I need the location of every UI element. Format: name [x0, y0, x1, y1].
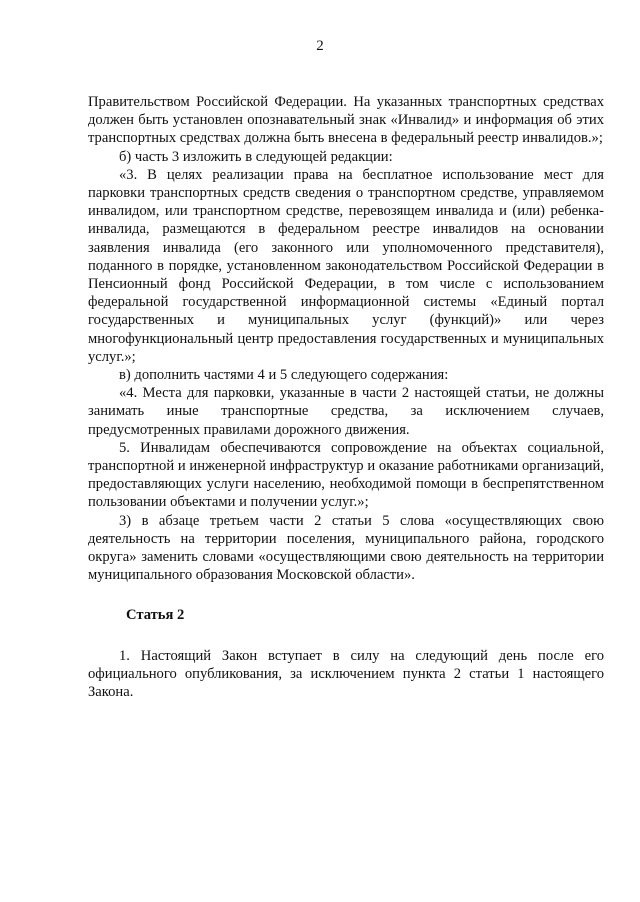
article-2-paragraph-1: 1. Настоящий Закон вступает в силу на следующий день после его официального опубликования, за исключением пункта 2 статьи 1 настоящего Закона.: [88, 647, 604, 701]
page-number: 2: [316, 38, 324, 54]
paragraph-part-4: «4. Места для парковки, указанные в части 2 настоящей статьи, не должны занимать иные транспортные средства, за исключением случаев, предусмотренных правилами дорожного движения.: [88, 385, 604, 438]
paragraph-item-3: 3) в абзаце третьем части 2 статьи 5 слова «осуществляющих свою деятельность на территории поселения, муниципального района, городского округа» заменить словами «осуществляющими свою деятельность на территории муниципального образования Московской области».: [88, 512, 604, 584]
document-body: [88, 93, 604, 701]
paragraph-item-b: б) часть 3 изложить в следующей редакции:: [119, 148, 393, 165]
paragraph-part-3: «3. В целях реализации права на бесплатное использование мест для парковки транспортных средств сведения о транспортном средстве, управляемом инвалидом, или транспортном средстве, перевозящем инвалида и (или) ребенка-инвалида, размещаются в федеральном реестре инвалидов на основании заявления инвалида (его законного или уполномоченного представителя), поданного в порядке, установленном законодательством Российской Федерации в Пенсионный фонд Российской Федерации, в том числе с использованием федеральной государственной информационной системы «Единый портал государственных и муниципальных услуг (функций)» или через многофункциональный центр предоставления государственных и муниципальных услуг.»;: [88, 166, 604, 365]
article-heading: Статья 2: [126, 607, 185, 624]
spacer: [88, 584, 604, 606]
paragraph-continuation: Правительством Российской Федерации. На указанных транспортных средствах должен быть установлен опознавательный знак «Инвалид» и информация об этих транспортных средствах должна быть внесена в федеральный реестр инвалидов.»;: [88, 94, 604, 147]
paragraph-item-v: в) дополнить частями 4 и 5 следующего содержания:: [119, 367, 449, 384]
spacer: [88, 625, 604, 647]
paragraph-part-5: 5. Инвалидам обеспечиваются сопровождение на объектах социальной, транспортной и инженерной инфраструктур и оказание работниками организаций, предоставляющих услуги населению, необходимой помощи в беспрепятственном пользовании объектами и получении услуг.»;: [88, 439, 604, 511]
